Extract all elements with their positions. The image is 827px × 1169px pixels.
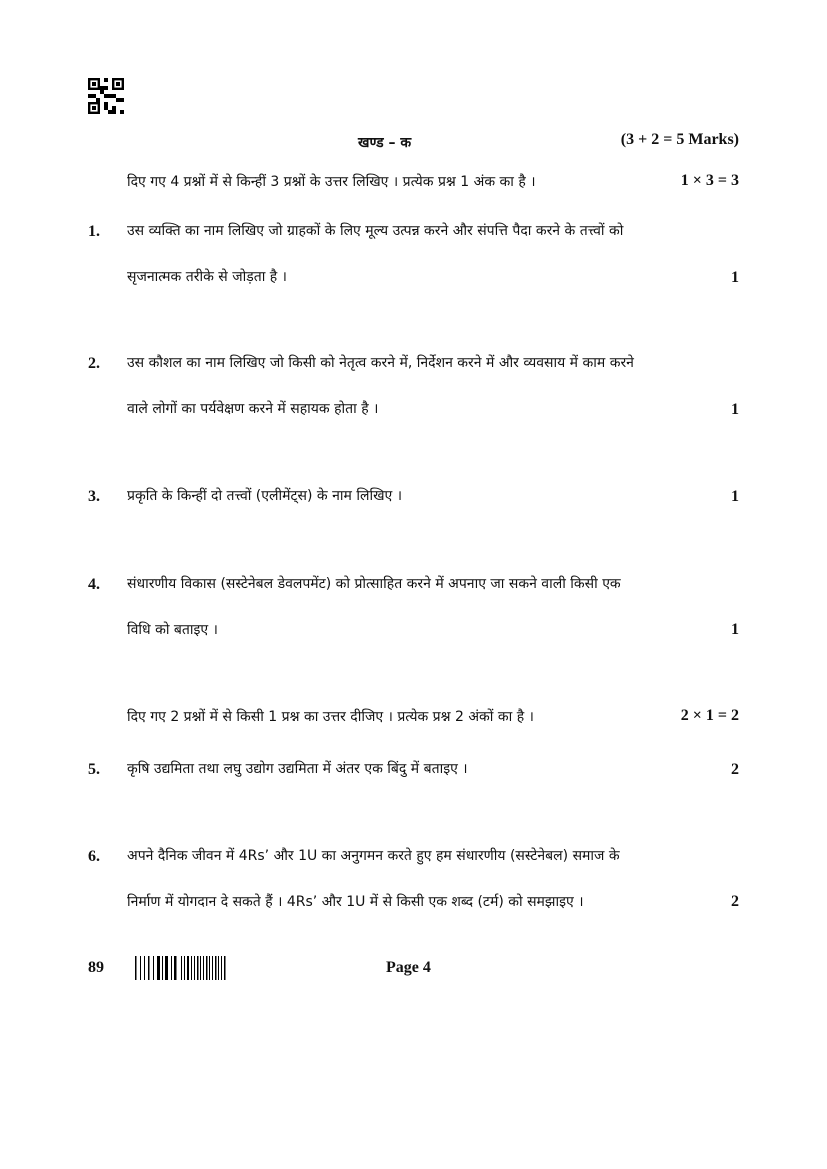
question-4-text <box>127 561 707 653</box>
question-4-number: 4. <box>88 576 100 593</box>
question-3-text <box>127 473 707 519</box>
question-5-marks: 2 <box>731 761 739 778</box>
question-2-text <box>127 340 707 432</box>
question-1-line-1: उस व्यक्ति का नाम लिखिए जो ग्राहकों के लिए मूल्य उत्पन्न करने और संपत्ति पैदा करने के तत्त्वों को <box>127 223 624 239</box>
question-2-line-1: उस कौशल का नाम लिखिए जो किसी को नेतृत्व करने में, निर्देशन करने में और व्यवसाय में काम करने <box>127 355 634 371</box>
question-4-line-2: विधि को बताइए । <box>127 622 218 638</box>
barcode-icon <box>135 956 227 980</box>
question-2-line-2: वाले लोगों का पर्यवेक्षण करने में सहायक होता है । <box>127 401 379 417</box>
question-6-line-2: निर्माण में योगदान दे सकते हैं । 4Rs’ और 1U में से किसी एक शब्द (टर्म) को समझाइए । <box>127 894 584 910</box>
page-number: Page 4 <box>386 959 431 976</box>
question-6-number: 6. <box>88 848 100 865</box>
question-1-marks: 1 <box>731 269 739 286</box>
question-6-text <box>127 833 707 925</box>
question-1-line-2: सृजनात्मक तरीके से जोड़ता है । <box>127 269 287 285</box>
section-marks: (3 + 2 = 5 Marks) <box>620 131 739 148</box>
question-1-number: 1. <box>88 223 100 240</box>
question-2-marks: 1 <box>731 401 739 418</box>
question-5-line-1: कृषि उद्यमिता तथा लघु उद्योग उद्यमिता में अंतर एक बिंदु में बताइए । <box>127 761 468 777</box>
question-4-line-1: संधारणीय विकास (सस्टेनेबल डेवलपमेंट) को प्रोत्साहित करने में अपनाए जा सकने वाली किसी एक <box>127 576 621 592</box>
question-4-marks: 1 <box>731 621 739 638</box>
instruction-1-marks: 1 × 3 = 3 <box>680 172 739 189</box>
instruction-1: दिए गए 4 प्रश्नों में से किन्हीं 3 प्रश्नों के उत्तर लिखिए । प्रत्येक प्रश्न 1 अंक का है । <box>127 174 536 190</box>
question-6-marks: 2 <box>731 893 739 910</box>
qr-code-icon <box>88 78 124 114</box>
question-3-marks: 1 <box>731 488 739 505</box>
question-3-number: 3. <box>88 488 100 505</box>
question-5-text <box>127 746 707 792</box>
section-title: खण्ड – क <box>358 135 412 151</box>
question-1-text <box>127 208 707 300</box>
instruction-2-marks: 2 × 1 = 2 <box>680 707 739 724</box>
paper-code: 89 <box>88 959 104 976</box>
instruction-2: दिए गए 2 प्रश्नों में से किसी 1 प्रश्न का उत्तर दीजिए । प्रत्येक प्रश्न 2 अंकों का है । <box>127 709 534 725</box>
question-2-number: 2. <box>88 355 100 372</box>
question-5-number: 5. <box>88 761 100 778</box>
question-3-line-1: प्रकृति के किन्हीं दो तत्त्वों (एलीमेंट्स) के नाम लिखिए । <box>127 488 403 504</box>
question-6-line-1: अपने दैनिक जीवन में 4Rs’ और 1U का अनुगमन करते हुए हम संधारणीय (सस्टेनेबल) समाज के <box>127 848 620 864</box>
